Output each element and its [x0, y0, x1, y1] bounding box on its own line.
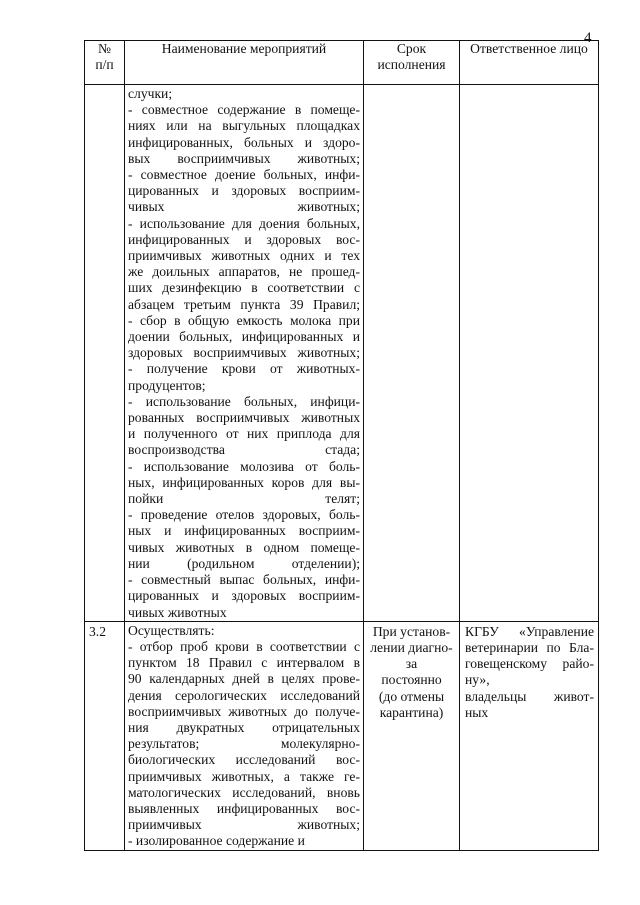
text-line: (до отмены [378, 688, 445, 704]
responsible-cell [460, 621, 599, 850]
text-line: лении диагно- [370, 639, 453, 655]
text-line: ших дезинфекцию в соответствии с [128, 280, 360, 296]
text-line: ветеринарии по Бла- [465, 639, 594, 655]
text-line: инфицированных, больных и здоро- [128, 134, 360, 150]
text-line: восприимчивых животных до получе- [128, 703, 360, 719]
text-line: - совместное доение больных, инфи- [128, 167, 360, 183]
text-line: воспроизводства стада; [128, 442, 360, 458]
text-line: Ответственное лицо [470, 41, 588, 56]
responsible-cell [460, 85, 599, 622]
text-line: - сбор в общую емкость молока при [128, 312, 360, 328]
text-line: - совместный выпас больных, инфи- [128, 572, 360, 588]
text-line: - использование больных, инфици- [128, 393, 360, 409]
header-deadline [364, 41, 460, 85]
header-responsible [460, 41, 599, 85]
text-line: случки; [128, 86, 173, 101]
text-line: биологических исследований вос- [128, 752, 360, 768]
measures-table [84, 40, 599, 851]
measure-text-cell [125, 621, 364, 850]
text-line: приимчивых животных одних и тех [128, 248, 360, 264]
header-measure-name [125, 41, 364, 85]
text-line: карантина) [379, 704, 444, 720]
text-line: вых восприимчивых животных; [128, 150, 360, 166]
row-number-cell: 3.2 [85, 621, 125, 850]
row-number-cell [85, 85, 125, 622]
text-line: При установ- [372, 623, 451, 639]
text-line: № [98, 41, 111, 56]
text-line: ных [465, 704, 489, 720]
text-line: - получение крови от животных- [128, 361, 360, 377]
text-line: Срок [396, 41, 427, 56]
text-line: матологических исследований, вновь [128, 784, 360, 800]
text-line: Наименование мероприятий [161, 41, 327, 56]
text-line: исполнения [377, 57, 446, 73]
table-header-row [85, 41, 599, 85]
text-line: владельцы живот- [465, 688, 594, 704]
text-line: дения серологических исследований [128, 687, 360, 703]
page-number: 4 [584, 30, 592, 46]
text-line: - проведение отелов здоровых, боль- [128, 507, 360, 523]
text-line: пунктом 18 Правил с интервалом в [128, 655, 360, 671]
header-number [85, 41, 125, 85]
text-line: - отбор проб крови в соответствии с [128, 638, 360, 654]
text-line: цированных и здоровых восприим- [128, 183, 360, 199]
text-line: Осуществлять: [128, 622, 215, 638]
text-line: продуцентов; [128, 377, 206, 393]
text-line: - использование молозива от боль- [128, 458, 360, 474]
deadline-cell [364, 85, 460, 622]
table-row [85, 621, 599, 850]
text-line: - совместное содержание в помеще- [128, 102, 360, 118]
text-line: - изолированное содержание и [128, 833, 305, 849]
text-line: ных, инфицированных коров для вы- [128, 474, 360, 490]
text-line: говещенскому райо- [465, 656, 594, 672]
text-line: ниях или на выгульных площадках [128, 118, 360, 134]
text-line: ну», [465, 672, 490, 688]
text-line: приимчивых животных; [128, 817, 360, 833]
text-line: цированных и здоровых восприим- [128, 588, 360, 604]
text-line: ных и инфицированных восприим- [128, 523, 360, 539]
text-line: выявленных инфицированных вос- [128, 800, 360, 816]
text-line: - использование для доения больных, [128, 215, 360, 231]
text-line: п/п [95, 57, 114, 73]
text-line: и полученного от них приплода для [128, 426, 360, 442]
text-line: ния двукратных отрицательных [128, 719, 360, 735]
text-line: рованных восприимчивых животных [128, 410, 360, 426]
text-line: чивых животных [128, 604, 227, 620]
text-line: абзацем третьим пункта 39 Правил; [128, 296, 360, 312]
text-line: результатов; молекулярно- [128, 736, 360, 752]
text-line: пойки телят; [128, 491, 360, 507]
measure-text-cell [125, 85, 364, 622]
text-line: здоровых восприимчивых животных; [128, 345, 360, 361]
text-line: КГБУ «Управление [465, 623, 594, 639]
text-line: за [405, 656, 418, 672]
text-line: же доильных аппаратов, не прошед- [128, 264, 360, 280]
text-line: приимчивых животных, а также ге- [128, 768, 360, 784]
text-line: постоянно [381, 672, 442, 688]
deadline-cell [364, 621, 460, 850]
text-line: 90 календарных дней в целях прове- [128, 671, 360, 687]
text-line: нии (родильном отделении); [128, 555, 360, 571]
text-line: чивых животных в одном помеще- [128, 539, 360, 555]
text-line: инфицированных и здоровых вос- [128, 231, 360, 247]
text-line: доении больных, инфицированных и [128, 329, 360, 345]
text-line: чивых животных; [128, 199, 360, 215]
table-row [85, 85, 599, 622]
